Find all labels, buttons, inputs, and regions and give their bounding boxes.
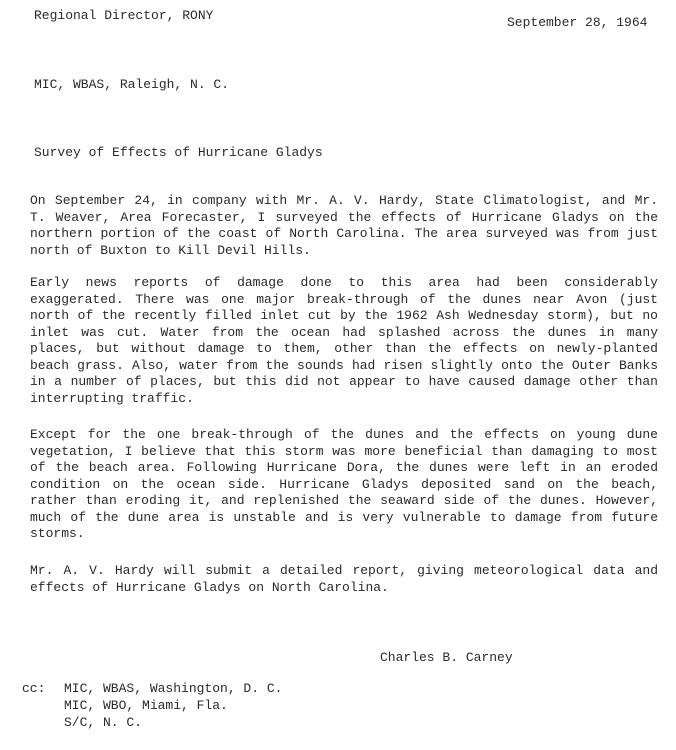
cc-recipient: S/C, N. C. [64,715,143,730]
body-paragraph-3: Except for the one break-through of the dunes and the effects on young dune vegetation, I believe that this storm was more beneficial than damaging to most of the beach area. Following Hurricane Dora, the dunes were left in an eroded condition on the ocean side. Hurricane Gladys deposited sand on the beach, rather than eroding it, and replenished the seaward side of the dunes. However, much of the dune area is unstable and is very vulnerable to damage from future storms. [30,427,658,541]
to-line: MIC, WBAS, Raleigh, N. C. [34,77,230,92]
body-paragraph-4: Mr. A. V. Hardy will submit a detailed report, giving meteorological data and effects of Hurricane Gladys on North Carolina. [30,563,658,595]
cc-label: cc: [22,681,46,696]
cc-list [22,680,282,731]
from-line: Regional Director, RONY [34,8,214,23]
cc-row [22,680,282,697]
cc-recipient: MIC, WBAS, Washington, D. C. [64,681,283,696]
subject-line: Survey of Effects of Hurricane Gladys [34,145,323,160]
signature: Charles B. Carney [380,650,513,665]
cc-row [22,714,282,731]
date-line: September 28, 1964 [507,15,648,30]
body-paragraph-2: Early news reports of damage done to this area had been considerably exaggerated. There was one major break-through of the dunes near Avon (just north of the recently filled inlet cut by the 1962 Ash Wednesday storm), but no inlet was cut. Water from the ocean had splashed across the dunes in many places, but without damage to them, other than the effects on newly-planted beach grass. Also, water from the sounds had risen slightly onto the Outer Banks in a number of places, but this did not appear to have caused damage other than interrupting traffic. [30,275,658,406]
body-paragraph-1: On September 24, in company with Mr. A. V. Hardy, State Climatologist, and Mr. T. Weaver, Area Forecaster, I surveyed the effects of Hurricane Gladys on the northern portion of the coast of North Carolina. The area surveyed was from just north of Buxton to Kill Devil Hills. [30,193,658,258]
cc-recipient: MIC, WBO, Miami, Fla. [64,698,228,713]
cc-row [22,697,282,714]
